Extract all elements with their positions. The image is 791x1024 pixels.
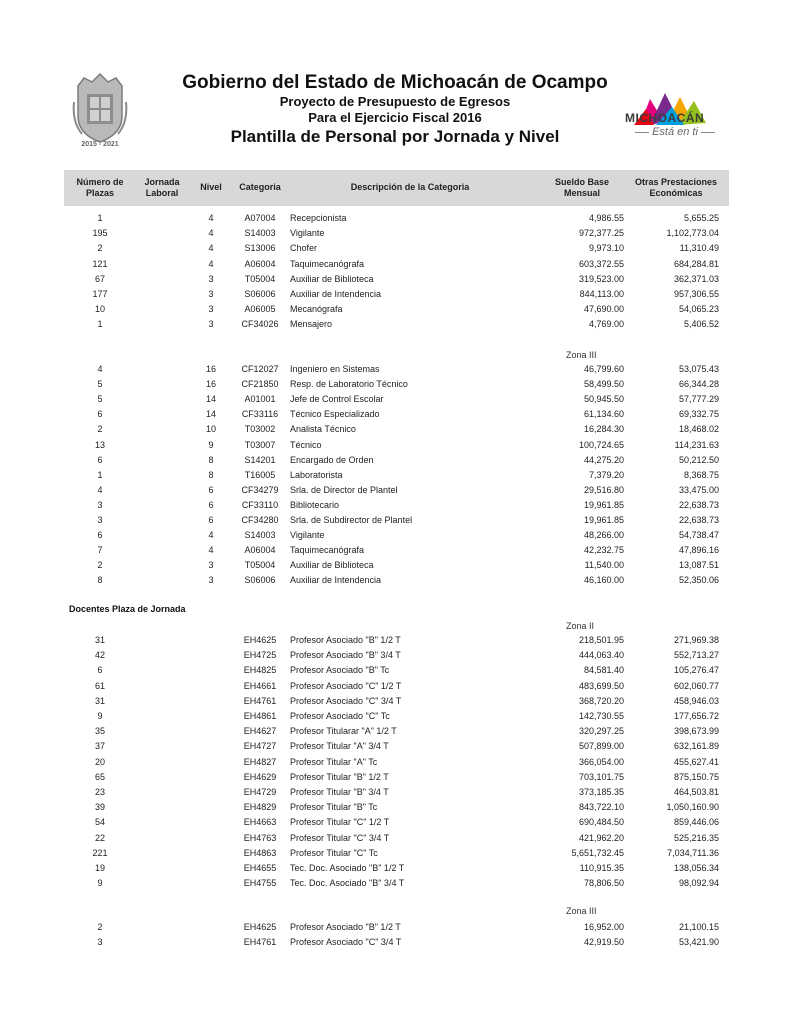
table-row: [0, 211, 791, 226]
table-row: [0, 438, 791, 453]
cell-otras: 57,777.29: [678, 394, 719, 405]
cell-categoria: A06004: [244, 545, 276, 556]
table-row: [0, 226, 791, 241]
table-row: [0, 785, 791, 800]
cell-nivel: 4: [208, 228, 214, 239]
cell-descripcion: Taquimecanógrafa: [290, 258, 365, 269]
table-row: [0, 831, 791, 846]
cell-sueldo: 690,484.50: [578, 817, 624, 828]
cell-sueldo: 110,915.35: [579, 863, 624, 873]
cell-descripcion: Auxiliar de Intendencia: [290, 289, 382, 299]
cell-otras: 1,102,773.04: [666, 228, 719, 239]
cell-nivel: 3: [208, 273, 214, 284]
table-row: [0, 543, 791, 558]
cell-descripcion: Profesor Asociado "C" 1/2 T: [290, 680, 402, 691]
cell-otras: 8,368.75: [683, 469, 719, 480]
cell-num-plazas: 10: [94, 304, 105, 315]
cell-categoria: T16005: [244, 469, 276, 480]
table-row: [0, 422, 791, 437]
cell-sueldo: 19,961.85: [583, 499, 624, 510]
cell-otras: 552,713.27: [673, 650, 719, 661]
cell-descripcion: Encargado de Orden: [290, 454, 374, 465]
table-row: [0, 876, 791, 891]
table-row: [0, 377, 791, 392]
table-row: [0, 468, 791, 483]
cell-otras: 1,050,160.90: [666, 802, 719, 813]
cell-categoria: EH4625: [243, 922, 277, 932]
cell-nivel: 3: [208, 289, 214, 299]
cell-num-plazas: 3: [97, 499, 103, 510]
cell-num-plazas: 9: [97, 878, 103, 889]
cell-num-plazas: 4: [97, 484, 103, 495]
table-row: [0, 663, 791, 678]
table-row: [0, 861, 791, 876]
cell-descripcion: Resp. de Laboratorio Técnico: [290, 379, 408, 390]
cell-categoria: S06006: [244, 289, 276, 299]
cell-num-plazas: 13: [94, 439, 105, 450]
cell-nivel: 3: [208, 319, 214, 330]
col-num-plazas: Número de Plazas: [76, 177, 124, 198]
cell-categoria: EH4755: [243, 878, 277, 889]
cell-categoria: T05004: [244, 560, 276, 571]
cell-num-plazas: 8: [97, 575, 103, 586]
table-row: [0, 392, 791, 407]
table-row: [0, 498, 791, 513]
col-nivel: Nivel: [200, 182, 222, 192]
table-row: [0, 302, 791, 317]
cell-categoria: CF34279: [241, 484, 279, 495]
table-row: [0, 648, 791, 663]
cell-sueldo: 703,101.75: [578, 771, 624, 782]
cell-sueldo: 19,961.85: [583, 515, 624, 525]
cell-categoria: CF34026: [241, 319, 279, 330]
cell-sueldo: 844,113.00: [579, 289, 624, 299]
cell-nivel: 6: [208, 499, 214, 510]
cell-otras: 98,092.94: [678, 878, 719, 889]
cell-descripcion: Tec. Doc. Asociado "B" 3/4 T: [290, 878, 405, 889]
document-title: Gobierno del Estado de Michoacán de Ocampo: [182, 72, 608, 93]
cell-num-plazas: 61: [94, 680, 105, 691]
cell-nivel: 6: [208, 515, 214, 525]
cell-num-plazas: 3: [97, 937, 103, 948]
cell-num-plazas: 121: [92, 258, 108, 269]
cell-nivel: 3: [208, 304, 214, 315]
cell-descripcion: Profesor Asociado "B" Tc: [290, 665, 390, 676]
cell-num-plazas: 1: [97, 319, 103, 330]
cell-nivel: 3: [208, 575, 214, 586]
cell-descripcion: Profesor Titularar "A" 1/2 T: [290, 726, 397, 737]
cell-descripcion: Srla. de Director de Plantel: [290, 484, 398, 495]
cell-num-plazas: 65: [94, 771, 105, 782]
cell-otras: 398,673.99: [673, 726, 719, 737]
cell-sueldo: 507,899.00: [578, 741, 624, 752]
cell-descripcion: Bibliotecario: [290, 499, 340, 510]
cell-num-plazas: 35: [94, 726, 105, 737]
zone-label: Zona II: [566, 621, 595, 631]
table-row: [0, 407, 791, 422]
cell-sueldo: 444,063.40: [578, 650, 624, 661]
cell-sueldo: 50,945.50: [583, 394, 624, 405]
cell-categoria: EH4663: [243, 817, 277, 828]
cell-categoria: A06004: [244, 258, 276, 269]
cell-categoria: EH4825: [243, 665, 277, 676]
cell-categoria: EH4725: [243, 650, 277, 661]
col-sueldo: Sueldo Base Mensual: [554, 177, 610, 198]
cell-num-plazas: 2: [97, 424, 103, 435]
cell-num-plazas: 3: [97, 515, 103, 525]
cell-categoria: CF33116: [241, 409, 279, 420]
cell-categoria: EH4763: [243, 832, 277, 843]
cell-num-plazas: 6: [97, 454, 103, 465]
cell-nivel: 4: [208, 545, 214, 556]
cell-descripcion: Profesor Titular "C" 3/4 T: [290, 832, 390, 843]
cell-descripcion: Profesor Titular "B" Tc: [290, 802, 378, 813]
cell-categoria: T05004: [244, 273, 276, 284]
cell-descripcion: Recepcionista: [290, 213, 347, 223]
cell-num-plazas: 1: [97, 213, 103, 223]
cell-sueldo: 421,962.20: [578, 832, 624, 843]
cell-num-plazas: 6: [97, 665, 103, 676]
cell-descripcion: Mecanógrafa: [290, 304, 343, 315]
cell-sueldo: 142,730.55: [578, 711, 624, 721]
cell-categoria: EH4729: [243, 787, 277, 797]
cell-num-plazas: 2: [97, 243, 103, 254]
table-row: [0, 935, 791, 950]
cell-sueldo: 42,919.50: [583, 937, 624, 948]
cell-categoria: A01001: [244, 394, 276, 405]
cell-sueldo: 16,952.00: [583, 922, 624, 932]
report-title: Plantilla de Personal por Jornada y Nivel: [230, 127, 560, 146]
cell-otras: 7,034,711.36: [667, 847, 719, 858]
cell-categoria: EH4629: [243, 771, 277, 782]
cell-num-plazas: 54: [94, 817, 105, 828]
cell-num-plazas: 39: [94, 802, 105, 813]
cell-descripcion: Auxiliar de Intendencia: [290, 575, 382, 586]
cell-nivel: 4: [208, 258, 214, 269]
cell-descripcion: Taquimecanógrafa: [290, 545, 365, 556]
cell-descripcion: Profesor Titular "C" 1/2 T: [290, 817, 390, 828]
cell-otras: 114,231.63: [674, 439, 719, 450]
cell-descripcion: Profesor Asociado "B" 1/2 T: [290, 922, 401, 932]
cell-num-plazas: 5: [97, 394, 103, 405]
cell-categoria: S13006: [244, 243, 276, 254]
cell-sueldo: 48,266.00: [583, 530, 624, 541]
cell-num-plazas: 7: [97, 545, 103, 556]
cell-sueldo: 218,501.95: [578, 635, 624, 645]
cell-categoria: T03002: [244, 424, 276, 435]
cell-nivel: 14: [205, 409, 216, 420]
logo-wordmark: MICHOACÁN: [625, 111, 705, 125]
cell-otras: 69,332.75: [678, 409, 719, 420]
table-row: [0, 694, 791, 709]
cell-descripcion: Profesor Titular "B" 1/2 T: [290, 771, 389, 782]
cell-num-plazas: 195: [92, 228, 108, 239]
table-row: [0, 558, 791, 573]
cell-otras: 47,896.16: [678, 545, 719, 556]
cell-sueldo: 16,284.30: [583, 424, 624, 435]
cell-descripcion: Técnico: [290, 439, 322, 450]
table-row: [0, 362, 791, 377]
cell-num-plazas: 42: [94, 650, 105, 661]
cell-otras: 18,468.02: [678, 424, 719, 435]
cell-otras: 602,060.77: [673, 680, 719, 691]
cell-descripcion: Vigilante: [290, 228, 325, 239]
cell-categoria: S14201: [244, 454, 276, 465]
cell-num-plazas: 37: [94, 741, 105, 752]
cell-nivel: 16: [205, 364, 216, 374]
cell-sueldo: 29,516.80: [583, 484, 624, 495]
cell-categoria: CF12027: [241, 364, 279, 374]
cell-sueldo: 4,986.55: [588, 213, 624, 223]
cell-sueldo: 843,722.10: [578, 802, 624, 813]
cell-otras: 22,638.73: [678, 515, 719, 525]
cell-categoria: EH4655: [243, 863, 277, 873]
cell-nivel: 6: [208, 484, 214, 495]
cell-otras: 362,371.03: [673, 273, 719, 284]
cell-descripcion: Jefe de Control Escolar: [290, 394, 384, 405]
cell-sueldo: 603,372.55: [578, 258, 624, 269]
cell-descripcion: Profesor Titular "A" 3/4 T: [290, 741, 389, 752]
cell-nivel: 16: [205, 379, 216, 390]
cell-nivel: 9: [208, 439, 214, 450]
cell-num-plazas: 9: [97, 711, 103, 721]
cell-sueldo: 972,377.25: [578, 228, 624, 239]
cell-otras: 875,150.75: [673, 771, 719, 782]
cell-sueldo: 42,232.75: [583, 545, 624, 556]
cell-otras: 5,406.52: [683, 319, 719, 330]
cell-categoria: EH4727: [243, 741, 277, 752]
col-descripcion: Descripción de la Categoria: [350, 182, 470, 192]
cell-otras: 271,969.38: [673, 635, 719, 645]
cell-otras: 22,638.73: [678, 499, 719, 510]
cell-descripcion: Profesor Titular "A" Tc: [290, 756, 378, 767]
cell-nivel: 8: [208, 469, 214, 480]
cell-nivel: 3: [208, 560, 214, 571]
zone-label: Zona III: [566, 906, 597, 916]
cell-otras: 66,344.28: [678, 379, 719, 390]
cell-num-plazas: 1: [97, 469, 103, 480]
table-row: [0, 846, 791, 861]
cell-categoria: EH4761: [243, 937, 277, 948]
cell-categoria: EH4761: [243, 695, 277, 706]
cell-sueldo: 11,540.00: [584, 560, 624, 571]
table-row: [0, 453, 791, 468]
col-categoria: Categoria: [239, 182, 281, 192]
cell-sueldo: 373,185.35: [578, 787, 624, 797]
cell-sueldo: 78,806.50: [583, 878, 624, 889]
cell-sueldo: 46,799.60: [583, 364, 624, 374]
cell-num-plazas: 5: [97, 379, 103, 390]
cell-num-plazas: 6: [97, 530, 103, 541]
cell-sueldo: 44,275.20: [583, 454, 624, 465]
cell-sueldo: 366,054.00: [578, 756, 624, 767]
cell-otras: 684,284.81: [673, 258, 719, 269]
cell-otras: 632,161.89: [673, 741, 719, 752]
cell-sueldo: 100,724.65: [578, 439, 624, 450]
cell-num-plazas: 4: [97, 364, 103, 374]
cell-num-plazas: 6: [97, 409, 103, 420]
cell-categoria: EH4625: [243, 635, 277, 645]
cell-categoria: EH4863: [243, 847, 277, 858]
cell-num-plazas: 20: [94, 756, 105, 767]
table-row: [0, 815, 791, 830]
document-header: [150, 72, 640, 148]
section-title: Docentes Plaza de Jornada: [69, 604, 186, 614]
cell-num-plazas: 23: [94, 787, 105, 797]
cell-sueldo: 319,523.00: [578, 273, 624, 284]
cell-categoria: S14003: [244, 530, 276, 541]
cell-sueldo: 47,690.00: [583, 304, 624, 315]
document-subtitle: Proyecto de Presupuesto de Egresos: [279, 94, 511, 109]
cell-sueldo: 9,973.10: [588, 243, 624, 254]
cell-nivel: 8: [208, 454, 214, 465]
cell-otras: 33,475.00: [678, 484, 719, 495]
cell-otras: 138,056.34: [673, 863, 719, 873]
cell-categoria: CF21850: [241, 379, 279, 390]
cell-descripcion: Profesor Titular "C" Tc: [290, 847, 378, 858]
cell-categoria: EH4627: [243, 726, 277, 737]
cell-categoria: CF33110: [241, 499, 279, 510]
table-row: [0, 739, 791, 754]
cell-num-plazas: 221: [92, 847, 108, 858]
col-otras: Otras Prestaciones Económicas: [634, 177, 718, 198]
table-row: [0, 483, 791, 498]
cell-num-plazas: 2: [97, 922, 103, 932]
cell-descripcion: Auxiliar de Biblioteca: [290, 560, 374, 571]
table-row: [0, 241, 791, 256]
table-row: [0, 679, 791, 694]
fiscal-year: Para el Ejercicio Fiscal 2016: [308, 110, 482, 125]
cell-num-plazas: 67: [94, 273, 105, 284]
cell-descripcion: Srla. de Subdirector de Plantel: [290, 515, 413, 525]
cell-num-plazas: 177: [92, 289, 108, 299]
cell-descripcion: Profesor Asociado "C" Tc: [290, 711, 390, 721]
cell-sueldo: 7,379.20: [588, 469, 624, 480]
cell-nivel: 14: [205, 394, 216, 405]
cell-num-plazas: 31: [94, 695, 105, 706]
cell-categoria: A07004: [244, 213, 276, 223]
table-row: [0, 272, 791, 287]
cell-descripcion: Profesor Asociado "B" 3/4 T: [290, 650, 401, 661]
table-row: [0, 317, 791, 332]
cell-descripcion: Chofer: [290, 243, 318, 254]
cell-descripcion: Auxiliar de Biblioteca: [290, 273, 374, 284]
table-row: [0, 755, 791, 770]
cell-descripcion: Técnico Especializado: [290, 409, 380, 420]
cell-descripcion: Mensajero: [290, 319, 333, 330]
cell-categoria: T03007: [244, 439, 276, 450]
table-row: [0, 513, 791, 528]
cell-categoria: EH4827: [243, 756, 277, 767]
table-row: [0, 287, 791, 302]
cell-otras: 458,946.03: [673, 695, 719, 706]
cell-sueldo: 320,297.25: [578, 726, 624, 737]
cell-descripcion: Profesor Titular "B" 3/4 T: [290, 787, 389, 797]
cell-nivel: 4: [208, 213, 214, 223]
cell-otras: 455,627.41: [673, 756, 719, 767]
table-row: [0, 709, 791, 724]
table-row: [0, 528, 791, 543]
zone-label: Zona III: [566, 350, 597, 360]
cell-categoria: EH4661: [243, 680, 277, 691]
cell-otras: 177,656.72: [673, 711, 719, 721]
cell-descripcion: Analista Técnico: [290, 424, 356, 435]
cell-categoria: S06006: [244, 575, 276, 586]
cell-categoria: EH4829: [243, 802, 277, 813]
cell-otras: 53,075.43: [678, 364, 719, 374]
table-row: [0, 770, 791, 785]
cell-num-plazas: 2: [97, 560, 103, 571]
cell-otras: 957,306.55: [673, 289, 719, 299]
cell-categoria: A06005: [244, 304, 276, 315]
table-row: [0, 633, 791, 648]
cell-sueldo: 84,581.40: [583, 665, 624, 676]
cell-otras: 54,065.23: [678, 304, 719, 315]
col-jornada: Jornada Laboral: [144, 177, 180, 198]
cell-descripcion: Laboratorista: [290, 469, 343, 480]
cell-otras: 525,216.35: [673, 832, 719, 843]
cell-otras: 52,350.06: [678, 575, 719, 586]
cell-descripcion: Ingeniero en Sistemas: [290, 364, 380, 374]
cell-sueldo: 58,499.50: [583, 379, 624, 390]
cell-otras: 464,503.81: [673, 787, 719, 797]
cell-sueldo: 61,134.60: [583, 409, 624, 420]
cell-descripcion: Profesor Asociado "C" 3/4 T: [290, 937, 402, 948]
cell-descripcion: Tec. Doc. Asociado "B" 1/2 T: [290, 863, 405, 873]
cell-num-plazas: 31: [94, 635, 105, 645]
cell-otras: 105,276.47: [673, 665, 719, 676]
cell-descripcion: Profesor Asociado "B" 1/2 T: [290, 635, 401, 645]
cell-sueldo: 483,699.50: [578, 680, 624, 691]
cell-otras: 11,310.49: [679, 243, 719, 254]
cell-otras: 5,655.25: [683, 213, 719, 223]
seal-years: 2015 - 2021: [81, 141, 119, 148]
cell-otras: 53,421.90: [678, 937, 719, 948]
cell-num-plazas: 22: [94, 832, 105, 843]
table-row: [0, 573, 791, 588]
cell-descripcion: Profesor Asociado "C" 3/4 T: [290, 695, 402, 706]
cell-otras: 21,100.15: [678, 922, 719, 932]
cell-otras: 859,446.06: [673, 817, 719, 828]
cell-categoria: EH4861: [243, 711, 277, 721]
cell-nivel: 10: [205, 424, 216, 435]
table-row: [0, 724, 791, 739]
logo-tagline: Está en ti: [625, 126, 725, 138]
cell-categoria: S14003: [244, 228, 276, 239]
table-row: [0, 920, 791, 935]
cell-num-plazas: 19: [94, 863, 105, 873]
cell-sueldo: 5,651,732.45: [571, 847, 624, 858]
cell-otras: 50,212.50: [678, 454, 719, 465]
cell-nivel: 4: [208, 243, 214, 254]
cell-sueldo: 368,720.20: [578, 695, 624, 706]
cell-categoria: CF34280: [241, 515, 279, 525]
table-row: [0, 800, 791, 815]
cell-sueldo: 4,769.00: [588, 319, 624, 330]
cell-descripcion: Vigilante: [290, 530, 325, 541]
table-row: [0, 257, 791, 272]
cell-otras: 13,087.51: [678, 560, 719, 571]
cell-otras: 54,738.47: [678, 530, 719, 541]
cell-nivel: 4: [208, 530, 214, 541]
cell-sueldo: 46,160.00: [583, 575, 624, 586]
